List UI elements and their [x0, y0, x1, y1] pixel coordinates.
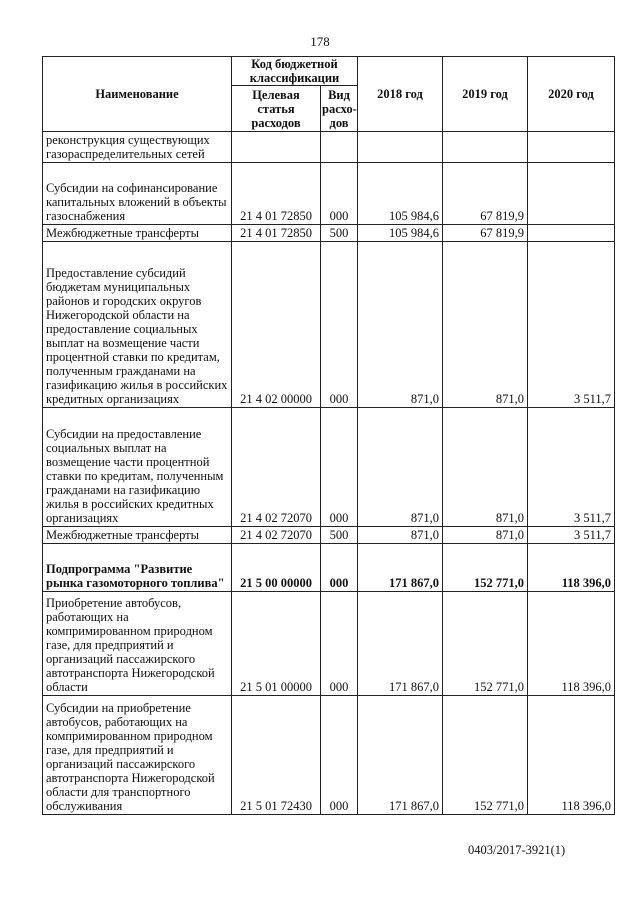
header-target-article: Целевая статья расходов: [232, 86, 321, 132]
header-name: Наименование: [43, 57, 232, 132]
row-2019: 152 771,0: [443, 544, 528, 592]
page-number: 178: [310, 34, 330, 49]
row-2018: 871,0: [358, 527, 443, 544]
table-row: [43, 592, 615, 696]
row-code: 21 5 00 00000: [232, 544, 321, 592]
row-name: Субсидии на предоставление социальных выплат на возмещение части процентной ставки по кредитам, полученным гражданами на газификацию жилья в российских кредитных организациях: [43, 408, 232, 527]
row-vid: 000: [321, 544, 358, 592]
row-2018: 171 867,0: [358, 544, 443, 592]
row-name: Подпрограмма "Развитие рынка газомоторного топлива": [43, 544, 232, 592]
row-2018: [358, 132, 443, 163]
table-row: [43, 163, 615, 225]
header-expense-type: Вид расхо-дов: [322, 87, 357, 130]
row-vid: 500: [321, 225, 358, 242]
row-2020: 3 511,7: [528, 242, 615, 408]
row-2018: 105 984,6: [358, 163, 443, 225]
row-2019: 67 819,9: [443, 225, 528, 242]
header-2018: 2018 год: [358, 57, 443, 132]
row-name: Субсидии на софинансирование капитальных вложений в объекты газоснабжения: [43, 163, 232, 225]
budget-table: [42, 56, 615, 815]
row-vid: [321, 132, 358, 163]
row-vid: 000: [321, 408, 358, 527]
row-2018: 871,0: [358, 408, 443, 527]
row-code: 21 5 01 00000: [232, 592, 321, 696]
row-2020: [528, 163, 615, 225]
row-code: 21 4 01 72850: [232, 225, 321, 242]
header-2019: 2019 год: [443, 57, 528, 132]
table-row: [43, 527, 615, 544]
row-2020: 3 511,7: [528, 527, 615, 544]
row-code: 21 4 02 00000: [232, 242, 321, 408]
row-vid: 000: [321, 242, 358, 408]
row-2018: 171 867,0: [358, 696, 443, 815]
row-2018: 171 867,0: [358, 592, 443, 696]
row-vid: 500: [321, 527, 358, 544]
row-2019: 67 819,9: [443, 163, 528, 225]
row-2020: 118 396,0: [528, 544, 615, 592]
table-row: [43, 132, 615, 163]
row-2020: [528, 132, 615, 163]
row-code: 21 4 02 72070: [232, 408, 321, 527]
row-2018: 871,0: [358, 242, 443, 408]
row-name: Межбюджетные трансферты: [43, 225, 232, 242]
row-2019: 152 771,0: [443, 592, 528, 696]
row-name: Предоставление субсидий бюджетам муниципальных районов и городских округов Нижегородской области на предоставление социальных выплат на возмещение части процентной ставки по кредитам, полученным гражданами на газификацию жилья в российских кредитных организациях: [43, 242, 232, 408]
header-kbk: Код бюджетной классификации: [232, 57, 358, 86]
row-code: 21 4 01 72850: [232, 163, 321, 225]
row-2020: 3 511,7: [528, 408, 615, 527]
table-row: [43, 242, 615, 408]
table-row: [43, 225, 615, 242]
row-2019: 871,0: [443, 527, 528, 544]
row-2020: 118 396,0: [528, 592, 615, 696]
row-2019: [443, 132, 528, 163]
row-2019: 152 771,0: [443, 696, 528, 815]
row-vid: 000: [321, 163, 358, 225]
row-vid: 000: [321, 592, 358, 696]
row-code: [232, 132, 321, 163]
row-2020: 118 396,0: [528, 696, 615, 815]
row-name: Приобретение автобусов, работающих на компримированном природном газе, для предприятий и организаций пассажирского автотранспорта Нижегородской области: [43, 592, 232, 696]
row-code: 21 4 02 72070: [232, 527, 321, 544]
row-name: Субсидии на приобретение автобусов, работающих на компримированном природном газе, для предприятий и организаций пассажирского автотранспорта Нижегородской области для транспортного обслуживания: [43, 696, 232, 815]
row-vid: 000: [321, 696, 358, 815]
row-2019: 871,0: [443, 242, 528, 408]
table-row: [43, 696, 615, 815]
header-2020: 2020 год: [528, 57, 615, 132]
row-code: 21 5 01 72430: [232, 696, 321, 815]
row-2019: 871,0: [443, 408, 528, 527]
document-code: 0403/2017-3921(1): [468, 843, 566, 857]
table-row: [43, 544, 615, 592]
table-row: [43, 408, 615, 527]
row-name: Межбюджетные трансферты: [43, 527, 232, 544]
row-2018: 105 984,6: [358, 225, 443, 242]
row-name: реконструкция существующих газораспределительных сетей: [43, 132, 232, 163]
row-2020: [528, 225, 615, 242]
